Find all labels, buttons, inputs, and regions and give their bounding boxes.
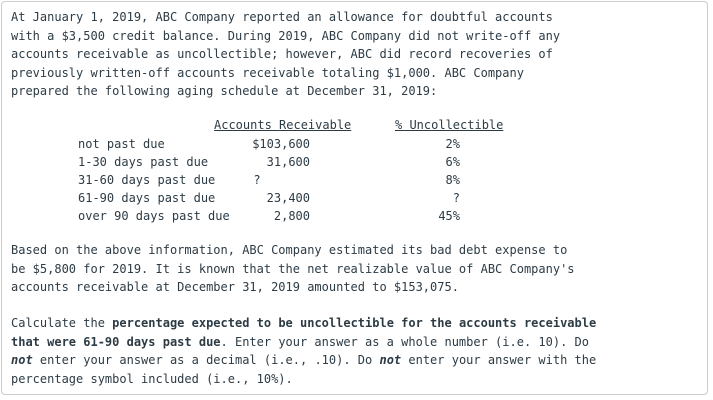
- category-cell: 61-90 days past due: [78, 191, 216, 205]
- not-emphasis: not: [11, 353, 33, 367]
- table-row: [0, 155, 713, 173]
- not-emphasis: not: [379, 353, 402, 367]
- category-cell: over 90 days past due: [78, 209, 230, 223]
- ar-cell: 31,600: [266, 155, 310, 169]
- pct-cell: 6%: [445, 155, 460, 169]
- table-row: [0, 173, 713, 191]
- ar-cell: ?: [253, 173, 261, 187]
- pct-cell: 8%: [445, 173, 460, 187]
- pct-cell: 45%: [438, 209, 460, 223]
- pct-cell: 2%: [445, 137, 460, 151]
- ar-cell: 2,800: [273, 209, 310, 223]
- category-cell: 1-30 days past due: [78, 155, 209, 169]
- pct-cell: ?: [452, 191, 460, 205]
- question-text: Calculate the: [11, 316, 113, 330]
- table-row: [0, 137, 713, 155]
- header-accounts-receivable: Accounts Receivable: [214, 118, 352, 132]
- question-text: . Enter your answer as a whole number (i.e. 10). Do: [220, 334, 589, 349]
- category-cell: not past due: [78, 137, 165, 151]
- question-text: enter your answer as a decimal (i.e., .10). Do: [32, 353, 380, 367]
- intro-paragraph: At January 1, 2019, ABC Company reported an allowance for doubtful accounts with a $3,500 credit balance. During 2019, ABC Company did not write-off any accounts receivable as uncollectible; however, ABC did record recoveries of previously written-off accounts receivable totaling $1,000. ABC Company prepared the following aging schedule at December 31, 2019:: [11, 10, 561, 98]
- header-percent-uncollectible: % Uncollectible: [395, 118, 504, 132]
- table-row: [0, 209, 713, 227]
- category-cell: 31-60 days past due: [78, 173, 216, 187]
- info-paragraph: Based on the above information, ABC Company estimated its bad debt expense to be $5,800 for 2019. It is known that the net realizable value of ABC Company's accounts receivable at December 31, 2019 amounted to $153,075.: [11, 243, 575, 294]
- aging-schedule-table: [0, 118, 713, 228]
- ar-cell: 23,400: [266, 191, 310, 205]
- table-row: [0, 191, 713, 209]
- ar-cell: $103,600: [252, 137, 310, 151]
- question-text: enter your answer with the percentage symbol included (i.e., 10%).: [11, 353, 597, 386]
- question-emphasis: percentage expected to be uncollectible for the accounts receivable that were 61-90 days past due: [11, 316, 597, 349]
- question-paragraph: [11, 314, 701, 388]
